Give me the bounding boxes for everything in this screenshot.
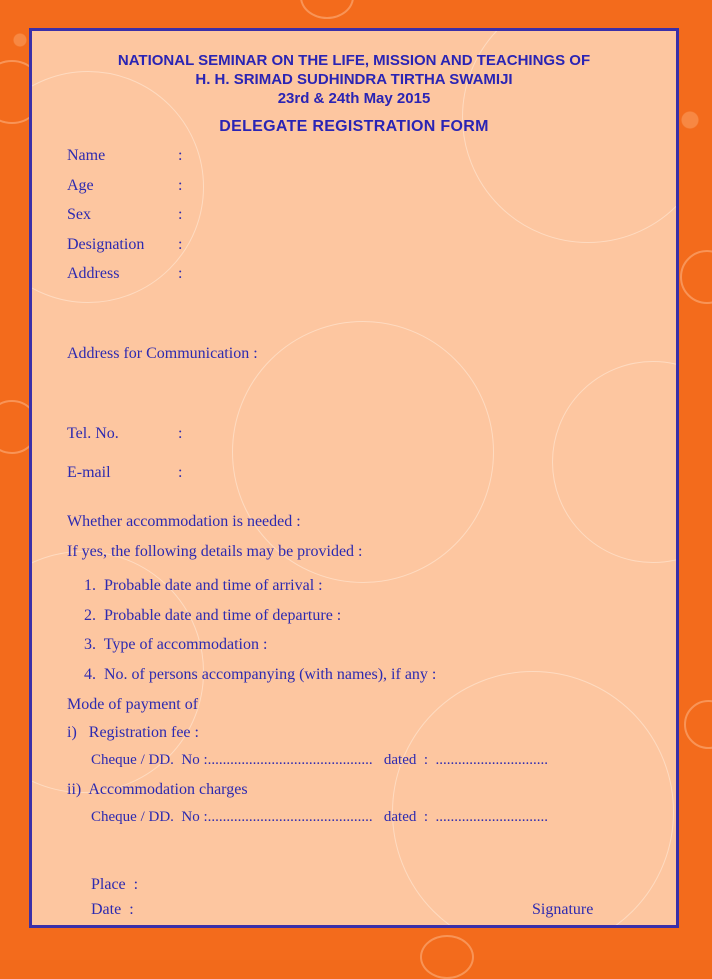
age-label: Age bbox=[67, 177, 94, 194]
decorative-swirl bbox=[420, 935, 474, 979]
tel-colon: : bbox=[178, 425, 183, 442]
decorative-swirl bbox=[680, 250, 712, 304]
name-colon: : bbox=[178, 147, 183, 164]
registration-cheque-line: Cheque / DD. No :............................................ dated : .............................. bbox=[91, 752, 549, 768]
form-title: DELEGATE REGISTRATION FORM bbox=[219, 118, 489, 135]
address-colon: : bbox=[178, 265, 183, 282]
accommodation-type-item: 3. Type of accommodation : bbox=[84, 636, 268, 653]
designation-colon: : bbox=[178, 236, 183, 253]
accommodation-ifyes-label: If yes, the following details may be provided : bbox=[67, 543, 363, 560]
seminar-title-line2: H. H. SRIMAD SUDHINDRA TIRTHA SWAMIJI bbox=[195, 71, 513, 88]
place-label: Place : bbox=[91, 876, 139, 893]
form-content bbox=[32, 31, 676, 925]
arrival-item: 1. Probable date and time of arrival : bbox=[84, 577, 323, 594]
address-label: Address bbox=[67, 265, 120, 282]
decorative-swirl bbox=[300, 0, 354, 19]
address-communication-label: Address for Communication : bbox=[67, 345, 258, 362]
persons-accompanying-item: 4. No. of persons accompanying (with names), if any : bbox=[84, 666, 437, 683]
accommodation-needed-label: Whether accommodation is needed : bbox=[67, 513, 301, 530]
email-colon: : bbox=[178, 464, 183, 481]
payment-mode-label: Mode of payment of bbox=[67, 696, 199, 713]
name-label: Name bbox=[67, 147, 106, 164]
accommodation-charges-label: ii) Accommodation charges bbox=[67, 781, 248, 798]
registration-form-sheet bbox=[29, 28, 679, 928]
sex-colon: : bbox=[178, 206, 183, 223]
accommodation-cheque-line: Cheque / DD. No :............................................ dated : .............................. bbox=[91, 809, 549, 825]
tel-label: Tel. No. bbox=[67, 425, 119, 442]
email-label: E-mail bbox=[67, 464, 111, 481]
date-label: Date : bbox=[91, 901, 134, 918]
age-colon: : bbox=[178, 177, 183, 194]
departure-item: 2. Probable date and time of departure : bbox=[84, 607, 342, 624]
seminar-title-line1: NATIONAL SEMINAR ON THE LIFE, MISSION AND TEACHINGS OF bbox=[117, 52, 591, 69]
registration-fee-label: i) Registration fee : bbox=[67, 724, 199, 741]
decorative-swirl bbox=[684, 700, 712, 749]
designation-label: Designation bbox=[67, 236, 145, 253]
seminar-dates: 23rd & 24th May 2015 bbox=[277, 90, 431, 107]
signature-label: Signature bbox=[532, 901, 594, 918]
sex-label: Sex bbox=[67, 206, 91, 223]
